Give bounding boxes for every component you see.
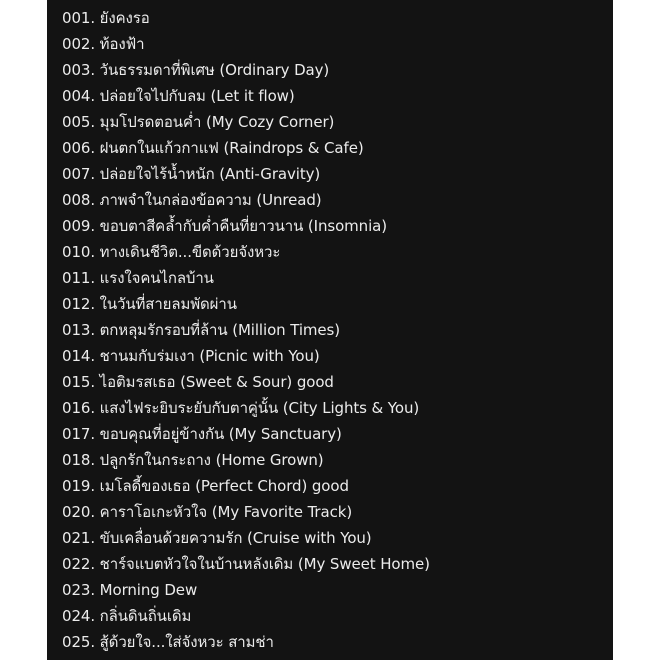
track-title: 011. แรงใจคนไกลบ้าน (62, 269, 214, 287)
track-title: 002. ท้องฟ้า (62, 35, 145, 53)
track-item-016[interactable] (62, 395, 430, 421)
track-item-006[interactable] (62, 135, 430, 161)
track-title: 024. กลิ่นดินถิ่นเดิม (62, 607, 192, 625)
track-title: 022. ชาร์จแบตหัวใจในบ้านหลังเดิม (My Sweet Home) (62, 555, 430, 573)
track-title: 018. ปลูกรักในกระถาง (Home Grown) (62, 451, 324, 469)
track-item-025[interactable] (62, 629, 430, 655)
track-title: 012. ในวันที่สายลมพัดผ่าน (62, 295, 237, 313)
track-item-022[interactable] (62, 551, 430, 577)
track-title: 005. มุมโปรดตอนค่ำ (My Cozy Corner) (62, 113, 335, 131)
track-title: 015. ไอติมรสเธอ (Sweet & Sour) good (62, 373, 334, 391)
track-item-012[interactable] (62, 291, 430, 317)
track-title: 013. ตกหลุมรักรอบที่ล้าน (Million Times) (62, 321, 340, 339)
track-title: 003. วันธรรมดาที่พิเศษ (Ordinary Day) (62, 61, 330, 79)
track-title: 004. ปล่อยใจไปกับลม (Let it flow) (62, 87, 295, 105)
track-title: 009. ขอบตาสีคล้ำกับค่ำคืนที่ยาวนาน (Insomnia) (62, 217, 387, 235)
track-title: 017. ขอบคุณที่อยู่ข้างกัน (My Sanctuary) (62, 425, 342, 443)
track-item-010[interactable] (62, 239, 430, 265)
track-item-011[interactable] (62, 265, 430, 291)
track-title: 020. คาราโอเกะหัวใจ (My Favorite Track) (62, 503, 353, 521)
track-title: 014. ชานมกับร่มเงา (Picnic with You) (62, 347, 320, 365)
track-item-018[interactable] (62, 447, 430, 473)
track-item-001[interactable] (62, 5, 430, 31)
track-item-009[interactable] (62, 213, 430, 239)
track-title: 006. ฝนตกในแก้วกาแฟ (Raindrops & Cafe) (62, 139, 364, 157)
track-title: 019. เมโลดี้ของเธอ (Perfect Chord) good (62, 477, 349, 495)
track-title: 016. แสงไฟระยิบระยับกับตาคู่นั้น (City Lights & You) (62, 399, 420, 417)
track-title: 007. ปล่อยใจไร้น้ำหนัก (Anti-Gravity) (62, 165, 321, 183)
track-title: 001. ยังคงรอ (62, 9, 150, 27)
track-item-002[interactable] (62, 31, 430, 57)
track-item-017[interactable] (62, 421, 430, 447)
track-list-panel (47, 0, 613, 660)
track-item-007[interactable] (62, 161, 430, 187)
track-item-021[interactable] (62, 525, 430, 551)
track-item-024[interactable] (62, 603, 430, 629)
track-title: 021. ขับเคลื่อนด้วยความรัก (Cruise with You) (62, 529, 372, 547)
track-item-019[interactable] (62, 473, 430, 499)
track-title: 023. Morning Dew (62, 581, 198, 599)
track-title: 010. ทางเดินชีวิต...ขีดด้วยจังหวะ (62, 243, 281, 261)
track-item-023[interactable] (62, 577, 430, 603)
track-item-013[interactable] (62, 317, 430, 343)
track-item-005[interactable] (62, 109, 430, 135)
track-item-004[interactable] (62, 83, 430, 109)
track-list (62, 5, 430, 655)
track-title: 008. ภาพจำในกล่องข้อความ (Unread) (62, 191, 322, 209)
track-item-015[interactable] (62, 369, 430, 395)
track-item-003[interactable] (62, 57, 430, 83)
track-item-020[interactable] (62, 499, 430, 525)
track-item-014[interactable] (62, 343, 430, 369)
track-item-008[interactable] (62, 187, 430, 213)
track-title: 025. สู้ด้วยใจ...ใส่จังหวะ สามช่า (62, 633, 274, 651)
